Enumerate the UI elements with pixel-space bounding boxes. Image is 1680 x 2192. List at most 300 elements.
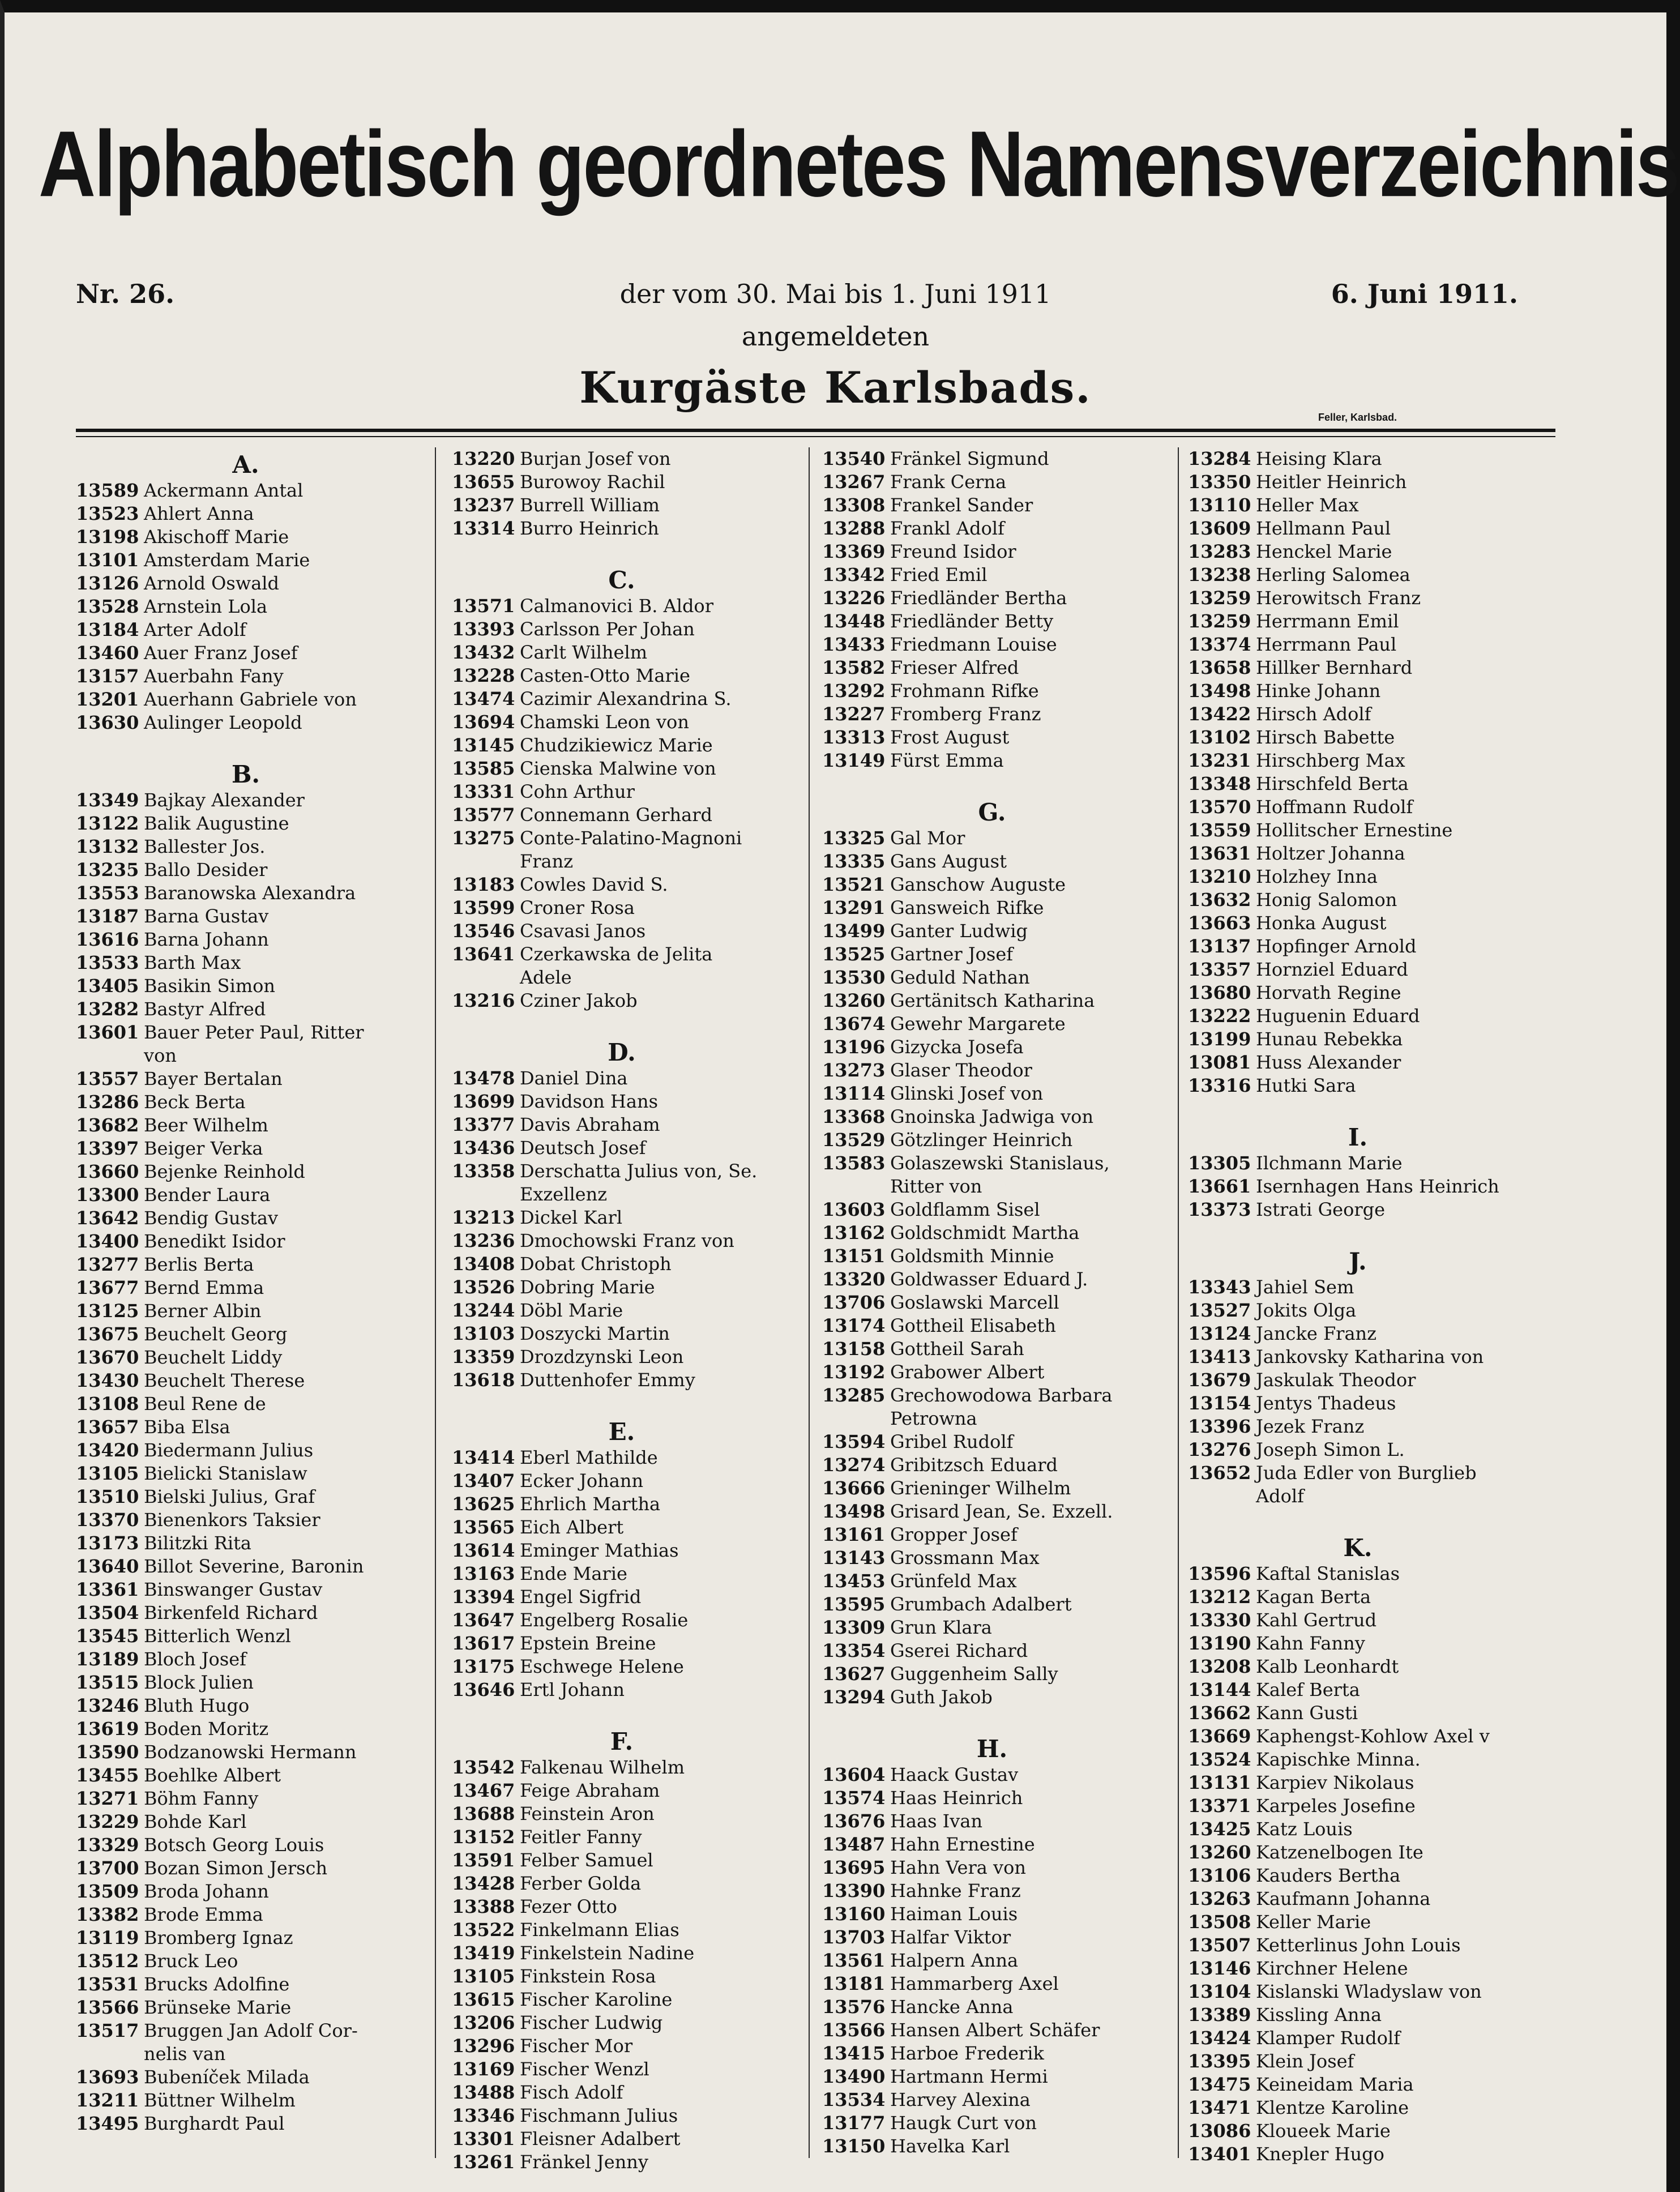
guest-name: Dobring Marie [520,1276,655,1298]
guest-number: 13658 [1188,657,1251,678]
list-item [452,711,814,734]
guest-number: 13246 [76,1695,139,1716]
guest-number: 13286 [76,1091,139,1113]
guest-name: Gertänitsch Katharina [890,990,1095,1011]
guest-name: Hahn Ernestine [890,1834,1035,1855]
list-item [76,882,438,905]
guest-name: Herling Salomea [1256,564,1410,586]
guest-name: Arnold Oswald [144,572,280,594]
list-item [452,1160,814,1183]
guest-number: 13198 [76,526,139,548]
guest-name: Herowitsch Franz [1256,587,1421,609]
guest-number: 13615 [452,1989,515,2010]
guest-number: 13661 [1188,1176,1251,1197]
guest-number: 13515 [76,1672,139,1693]
list-item [1188,2096,1550,2120]
guest-name: Ferber Golda [520,1873,642,1894]
list-item [1188,703,1550,726]
guest-name: Goldsmith Minnie [890,1245,1054,1267]
guest-number: 13400 [76,1230,139,1252]
guest-number: 13528 [76,596,139,617]
list-item [76,1625,438,1648]
guest-name: Beer Wilhelm [144,1114,268,1136]
list-item [1188,749,1550,772]
guest-number: 13320 [822,1268,886,1290]
guest-name: Barth Max [144,952,241,973]
list-item [822,447,1185,471]
guest-number: 13368 [822,1106,886,1127]
list-item [822,540,1185,563]
guest-number: 13229 [76,1811,139,1832]
list-item [76,1323,438,1346]
guest-name: Burowoy Rachil [520,471,665,493]
guest-number: 13187 [76,905,139,927]
list-item [822,1523,1185,1546]
guest-name: Herrmann Paul [1256,634,1397,655]
list-item [452,2011,814,2035]
list-item [822,827,1185,850]
guest-number: 13173 [76,1532,139,1554]
guest-name: Botsch Georg Louis [144,1834,324,1856]
guest-number: 13561 [822,1950,886,1971]
guest-number: 13276 [1188,1439,1251,1460]
guest-number: 13103 [452,1323,515,1344]
guest-name: Frost August [890,727,1010,748]
guest-number: 13545 [76,1625,139,1647]
subtitle-announced: angemeldeten [741,321,930,352]
guest-name: Feige Abraham [520,1780,660,1801]
guest-number: 13174 [822,1315,886,1336]
guest-name: Hopfinger Arnold [1256,935,1417,957]
guest-name: Gans August [890,851,1007,872]
guest-name: Beiger Verka [144,1138,263,1159]
guest-number: 13397 [76,1138,139,1159]
guest-number: 13086 [1188,2120,1251,2142]
guest-number: 13349 [76,789,139,811]
guest-number: 13604 [822,1764,886,1785]
list-item [452,1872,814,1895]
guest-number: 13101 [76,549,139,571]
guest-name: Bauer Peter Paul, Ritter [144,1022,364,1043]
guest-name: Bilitzki Rita [144,1532,251,1554]
guest-number: 13181 [822,1973,886,1994]
guest-name-continuation: nelis van [144,2043,226,2065]
letter-heading: G. [978,798,1006,826]
guest-name: Holtzer Johanna [1256,843,1405,864]
list-item [822,2065,1185,2088]
list-item [822,2042,1185,2065]
guest-number: 13574 [822,1787,886,1809]
guest-number: 13414 [452,1447,515,1468]
list-item [1188,1748,1550,1771]
guest-number: 13124 [1188,1323,1251,1344]
list-item [822,1268,1185,1291]
list-item [822,1245,1185,1268]
list-item [76,502,438,525]
list-item [1188,819,1550,842]
guest-name: Goldflamm Sisel [890,1199,1040,1220]
list-item [452,1942,814,1965]
guest-name: Baranowska Alexandra [144,882,356,904]
guest-number: 13132 [76,836,139,857]
list-item [76,1532,438,1555]
guest-name: Kirchner Helene [1256,1958,1408,1979]
guest-number: 13488 [452,2082,515,2103]
list-item [1188,2050,1550,2073]
guest-name: Bloch Josef [144,1648,247,1670]
guest-name: Gribitzsch Eduard [890,1454,1058,1476]
guest-name: Duttenhofer Emmy [520,1369,695,1391]
guest-number: 13474 [452,688,515,710]
list-item [452,1067,814,1090]
guest-name: Cziner Jakob [520,990,638,1011]
guest-number: 13655 [452,471,515,493]
list-item [1188,1934,1550,1957]
list-item [822,1972,1185,1996]
list-item [452,447,814,471]
guest-name-continuation: Adolf [1256,1485,1304,1507]
list-item [76,1485,438,1509]
guest-number: 13325 [822,827,886,849]
guest-name: Ketterlinus John Louis [1256,1934,1461,1956]
guest-number: 13300 [76,1184,139,1206]
guest-number: 13652 [1188,1462,1251,1484]
guest-number: 13471 [1188,2097,1251,2118]
list-item [1188,2120,1550,2143]
list-item [76,1091,438,1114]
guest-number: 13358 [452,1160,515,1182]
guest-number: 13510 [76,1486,139,1507]
guest-number: 13342 [822,564,886,586]
letter-heading: K. [1343,1534,1373,1562]
guest-name: Davidson Hans [520,1091,659,1112]
list-item [822,2088,1185,2112]
guest-name: Heller Max [1256,494,1359,516]
list-item [452,1113,814,1136]
guest-name: Engel Sigfrid [520,1586,642,1608]
guest-name: Bernd Emma [144,1277,264,1298]
guest-name: Fezer Otto [520,1896,617,1917]
guest-name: Czerkawska de Jelita [520,943,713,965]
guest-name: Beuchelt Therese [144,1370,305,1391]
list-item [452,1918,814,1942]
guest-name: Grossmann Max [890,1547,1040,1569]
guest-number: 13373 [1188,1199,1251,1220]
list-item [1188,1678,1550,1702]
guest-name: Csavasi Janos [520,920,646,942]
guest-number: 13460 [76,642,139,664]
list-item [1188,1841,1550,1864]
guest-name: Halpern Anna [890,1950,1019,1971]
list-item [1188,1438,1550,1462]
guest-name: Halfar Viktor [890,1926,1011,1948]
list-item [822,749,1185,772]
guest-number: 13490 [822,2066,886,2087]
guest-name: Bruck Leo [144,1950,238,1972]
guest-name: Friedmann Louise [890,634,1057,655]
guest-number: 13294 [822,1686,886,1708]
guest-name: Hahn Vera von [890,1857,1026,1878]
guest-name: Burghardt Paul [144,2113,285,2134]
list-item [452,1756,814,1779]
guest-number: 13350 [1188,471,1251,493]
list-item [452,2035,814,2058]
header-rule-thin [76,436,1555,437]
guest-name: Biedermann Julius [144,1439,314,1461]
list-item [1188,1794,1550,1818]
guest-number: 13407 [452,1470,515,1492]
guest-name: Gserei Richard [890,1640,1028,1661]
guest-name: Ganschow Auguste [890,874,1066,895]
list-item [452,873,814,896]
guest-number: 13478 [452,1067,515,1089]
guest-number: 13126 [76,572,139,594]
list-item [76,525,438,549]
guest-name: Hancke Anna [890,1996,1014,2018]
list-item [1188,865,1550,888]
list-item [452,1609,814,1632]
list-item [452,618,814,641]
guest-number: 13210 [1188,866,1251,887]
list-item [76,2066,438,2089]
guest-number: 13374 [1188,634,1251,655]
guest-name: Jokits Olga [1256,1300,1357,1321]
list-item [822,1810,1185,1833]
guest-number: 13527 [1188,1300,1251,1321]
guest-number: 13394 [452,1586,515,1608]
list-item [1188,517,1550,540]
list-item [1188,1725,1550,1748]
guest-number: 13222 [1188,1005,1251,1027]
guest-name: Honig Salomon [1256,889,1397,911]
guest-name: Bender Laura [144,1184,271,1206]
list-item [1188,1152,1550,1175]
guest-name: Falkenau Wilhelm [520,1757,685,1778]
guest-name: Benedikt Isidor [144,1230,285,1252]
list-item [1188,2143,1550,2166]
guest-number: 13162 [822,1222,886,1244]
section-spacer [452,1702,814,1724]
guest-name: Ertl Johann [520,1679,625,1700]
list-item [1188,1771,1550,1794]
guest-name: Akischoff Marie [144,526,289,548]
guest-number: 13631 [1188,843,1251,864]
guest-number: 13314 [452,518,515,539]
guest-number: 13343 [1188,1276,1251,1298]
guest-name: Cazimir Alexandrina S. [520,688,732,710]
guest-number: 13158 [822,1338,886,1360]
guest-name: Havelka Karl [890,2135,1010,2157]
list-item [1188,1818,1550,1841]
guest-name: Knepler Hugo [1256,2143,1384,2165]
guest-name: Birkenfeld Richard [144,1602,318,1623]
guest-name: Harboe Frederik [890,2043,1044,2064]
list-item [76,1578,438,1601]
guest-number: 13436 [452,1137,515,1159]
guest-number: 13625 [452,1493,515,1515]
guest-number: 13267 [822,471,886,493]
guest-number: 13081 [1188,1052,1251,1073]
guest-name: Hollitscher Ernestine [1256,819,1453,841]
guest-number: 13675 [76,1323,139,1345]
guest-name: Gartner Josef [890,943,1014,965]
header-rule-thick [76,429,1555,432]
guest-number: 13271 [76,1788,139,1809]
column-divider [1178,447,1179,2158]
guest-number: 13237 [452,494,515,516]
list-item [452,1469,814,1493]
guest-name: Aulinger Leopold [144,712,302,733]
guest-name: Hansen Albert Schäfer [890,2019,1100,2041]
guest-name: Geduld Nathan [890,967,1030,988]
list-item [1188,587,1550,610]
list-item [76,1183,438,1207]
section-spacer [822,772,1185,795]
guest-number: 13208 [1188,1656,1251,1677]
guest-name: Finkstein Rosa [520,1965,656,1987]
guest-name: Davis Abraham [520,1114,660,1135]
guest-name: Glinski Josef von [890,1083,1044,1104]
guest-name: Klentze Karoline [1256,2097,1409,2118]
guest-name: Isernhagen Hans Heinrich [1256,1176,1499,1197]
guest-name: Holzhey Inna [1256,866,1378,887]
guest-number: 13377 [452,1114,515,1135]
list-item [822,1036,1185,1059]
list-item [1188,1887,1550,1911]
list-item [452,989,814,1012]
guest-name: Herrmann Emil [1256,610,1399,632]
list-item [76,572,438,595]
guest-name: Bitterlich Wenzl [144,1625,291,1647]
list-item [452,1299,814,1322]
guest-number: 13627 [822,1663,886,1685]
list-item [822,1477,1185,1500]
guest-number: 13498 [1188,680,1251,702]
guest-number: 13526 [452,1276,515,1298]
guest-number: 13670 [76,1347,139,1368]
guest-number: 13498 [822,1501,886,1522]
guest-number: 13274 [822,1454,886,1476]
guest-name-continuation: Franz [520,851,574,872]
issue-number: Nr. 26. [76,279,175,309]
guest-name: Fischer Mor [520,2035,633,2057]
guest-name: Croner Rosa [520,897,635,918]
guest-number: 13401 [1188,2143,1251,2165]
list-item [76,1601,438,1625]
guest-name: Huguenin Eduard [1256,1005,1420,1027]
guest-number: 13641 [452,943,515,965]
guest-name: Frankel Sander [890,494,1033,516]
list-item [76,858,438,882]
guest-number: 13259 [1188,610,1251,632]
guest-number: 13475 [1188,2074,1251,2095]
guest-name: Jancke Franz [1256,1323,1377,1344]
list-item [1188,1074,1550,1097]
guest-name: Billot Severine, Baronin [144,1556,364,1577]
guest-number: 13533 [76,952,139,973]
guest-name: Deutsch Josef [520,1137,646,1159]
list-item [1188,2027,1550,2050]
guest-number: 13192 [822,1361,886,1383]
guest-name: Kloueek Marie [1256,2120,1391,2142]
guest-name: Eminger Mathias [520,1540,679,1561]
guest-name: Dobat Christoph [520,1253,672,1275]
section-spacer [822,1709,1185,1732]
guest-name: Gribel Rudolf [890,1431,1014,1452]
guest-number: 13676 [822,1810,886,1832]
guest-name: Grun Klara [890,1617,992,1638]
list-item [452,1988,814,2011]
list-item [822,610,1185,633]
list-item [452,1826,814,1849]
guest-name: Haas Ivan [890,1810,983,1832]
guest-name: Bielski Julius, Graf [144,1486,315,1507]
guest-name: Haack Gustav [890,1764,1019,1785]
guest-number: 13534 [822,2089,886,2110]
list-item [1188,1980,1550,2003]
guest-name: Bozan Simon Jersch [144,1857,328,1879]
list-item [76,1462,438,1485]
guest-number: 13227 [822,703,886,725]
letter-heading: H. [976,1735,1008,1763]
list-item [452,920,814,943]
guest-name: Honka August [1256,912,1387,934]
column-divider [435,447,436,2158]
list-item [452,1253,814,1276]
guest-number: 13512 [76,1950,139,1972]
guest-number: 13308 [822,494,886,516]
guest-number: 13389 [1188,2004,1251,2026]
guest-number: 13522 [452,1919,515,1941]
list-item [822,1856,1185,1879]
guest-number: 13618 [452,1369,515,1391]
guest-name: Kagan Berta [1256,1586,1371,1608]
guest-number: 13523 [76,503,139,524]
guest-name: Gropper Josef [890,1524,1018,1545]
letter-heading: A. [232,451,259,478]
guest-number: 13390 [822,1880,886,1902]
guest-number: 13609 [1188,518,1251,539]
guest-name: Joseph Simon L. [1256,1439,1405,1460]
guest-name: Bodzanowski Hermann [144,1741,357,1763]
list-item [76,2019,438,2043]
guest-number: 13422 [1188,703,1251,725]
list-item [452,1802,814,1826]
guest-name: Cowles David S. [520,874,668,895]
list-item [452,804,814,827]
guest-number: 13679 [1188,1369,1251,1391]
guest-number: 13640 [76,1556,139,1577]
guest-name: Kapischke Minna. [1256,1749,1421,1770]
guest-number: 13260 [1188,1841,1251,1863]
guest-name: Grechowodowa Barbara [890,1385,1113,1406]
letter-heading: F. [610,1728,634,1755]
guest-number: 13617 [452,1633,515,1654]
list-item [76,665,438,688]
guest-name: Auerhann Gabriele von [144,689,357,710]
list-item [452,2151,814,2174]
guest-name: Hirsch Adolf [1256,703,1371,725]
list-item [76,928,438,951]
list-item [822,1291,1185,1314]
guest-name: Burro Heinrich [520,518,659,539]
list-item [76,1950,438,1973]
list-item [822,1059,1185,1082]
guest-number: 13415 [822,2043,886,2064]
list-item [822,2112,1185,2135]
guest-name: Bienenkors Taksier [144,1509,320,1531]
list-item [76,1973,438,1996]
